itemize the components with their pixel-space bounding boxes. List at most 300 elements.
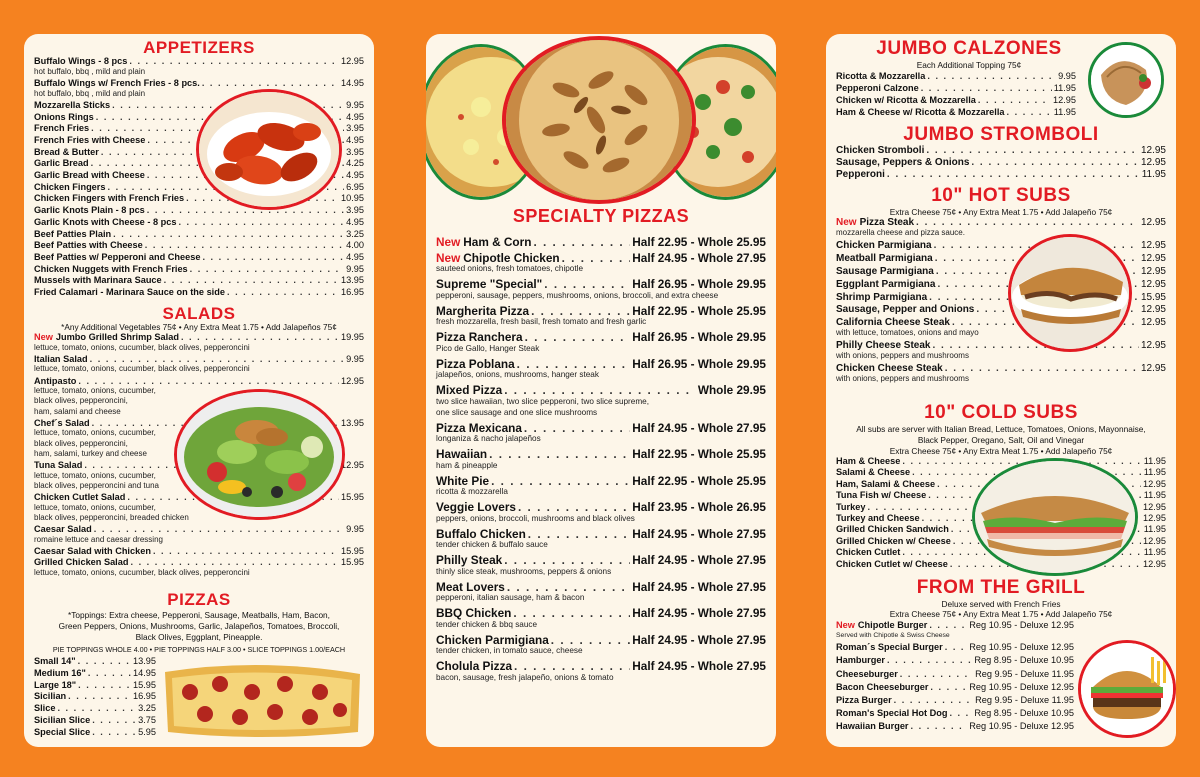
dot-leader [202, 252, 344, 262]
menu-item-name [34, 229, 111, 239]
menu-item-name [836, 340, 931, 351]
menu-item-price: Reg 8.95 - Deluxe 10.95 [974, 655, 1074, 666]
menu-item-name [436, 606, 511, 620]
menu-item-name [34, 418, 90, 428]
menu-item-price: 6.95 [346, 181, 364, 192]
menu-item-name-text: Chicken Cheese Steak [836, 363, 943, 375]
menu-item-name-text: Mixed Pizza [436, 383, 503, 397]
menu-item-name-text: Mussels with Marinara Sauce [34, 275, 162, 286]
grill-note-2: Extra Cheese 75¢ • Any Extra Meat 1.75 • Add Jalapeño 75¢ [889, 609, 1113, 619]
menu-item-description: pepperoni, sausage, peppers, mushrooms, onions, broccoli, and extra cheese [436, 290, 719, 300]
menu-item-name-text: Ricotta & Mozzarella [836, 71, 926, 81]
menu-item [34, 715, 156, 725]
dot-leader [504, 383, 696, 397]
hot-sub-photo [1008, 234, 1132, 352]
menu-item-name-text: Meat Lovers [436, 579, 505, 594]
dot-leader [178, 217, 344, 227]
menu-item-price: Reg 10.95 - Deluxe 12.95 [969, 642, 1074, 653]
menu-item-name-text: Bread & Butter [34, 146, 99, 157]
menu-item-price: 13.95 [133, 656, 156, 666]
menu-item-description: two slice hawaiian, two slice pepperoni, two slice supreme, [436, 396, 649, 406]
menu-item-name-text: BBQ Chicken [436, 606, 512, 620]
menu-item [34, 703, 156, 713]
chicken-pizza-photo [502, 36, 696, 204]
dot-leader [78, 680, 131, 690]
menu-item [34, 668, 156, 678]
menu-item-description: longaniza & nacho jalapeños [436, 434, 541, 443]
menu-item-name [836, 669, 898, 679]
menu-item [436, 357, 766, 371]
dot-leader [129, 56, 339, 66]
menu-item-price: 15.95 [133, 679, 156, 690]
menu-item-price: 12.95 [1140, 217, 1166, 228]
dot-leader [90, 354, 344, 364]
menu-item-price: 3.25 [346, 228, 364, 239]
menu-item-name-text: Special Slice [34, 726, 91, 737]
specialty-pizzas-heading: SPECIALTY PIZZAS [512, 206, 690, 226]
menu-item-name-text: Chicken Fingers [34, 181, 106, 192]
menu-item-price: 10.95 [341, 193, 364, 204]
menu-item-name [436, 357, 515, 371]
menu-item-name [836, 547, 900, 557]
menu-item-name [836, 513, 920, 523]
menu-item-price: 9.95 [346, 263, 364, 274]
menu-item-name [34, 112, 94, 122]
menu-item [34, 275, 364, 285]
pizzas-note-3: Black Olives, Eggplant, Pineapple. [135, 632, 263, 642]
menu-item-name [34, 123, 89, 133]
menu-item [436, 580, 766, 594]
menu-item-name-text: Pizza Poblana [436, 356, 515, 371]
menu-item-price: Reg 9.95 - Deluxe 11.95 [975, 668, 1074, 679]
dot-leader [92, 727, 136, 737]
menu-item-name [436, 277, 542, 291]
dot-leader [971, 157, 1139, 168]
menu-item [436, 304, 766, 318]
menu-item-name-text: Chicken Cutlet [836, 547, 901, 558]
menu-item-price: 11.95 [1143, 456, 1166, 466]
menu-item [436, 474, 766, 488]
cold-sub-photo [972, 458, 1138, 576]
menu-item-price: 4.95 [346, 216, 364, 227]
menu-item-description: tender chicken, in tomato sauce, cheese [436, 646, 583, 655]
menu-item-description: lettuce, tomato, onions, cucumber, [34, 428, 156, 438]
menu-item-description: with onions, peppers and mushrooms [836, 351, 969, 361]
menu-item [436, 383, 766, 397]
dot-leader [945, 642, 968, 652]
menu-item-name-text: Salami & Cheese [836, 467, 911, 478]
menu-item-price: Half 22.95 - Whole 25.95 [632, 303, 766, 318]
menu-item [836, 71, 1076, 81]
menu-item-name [34, 546, 151, 556]
menu-item-name [836, 559, 948, 569]
menu-item-price: Half 24.95 - Whole 27.95 [632, 250, 766, 265]
menu-item-name-text: French Fries [34, 123, 90, 134]
salads-heading: SALADS [162, 304, 236, 323]
cold-subs-note-2: Black Pepper, Oregano, Salt, Oil and Vinegar [917, 435, 1085, 445]
dot-leader [887, 655, 972, 665]
menu-item-price: 4.95 [346, 170, 364, 180]
menu-item-description: Pico de Gallo, Hanger Steak [436, 343, 540, 353]
menu-item-name [836, 721, 909, 731]
menu-item-name [34, 135, 145, 145]
menu-item-description: sauteed onions, fresh tomatoes, chipotle [436, 264, 584, 273]
menu-item-name-text: Chicken Cutlet Salad [34, 492, 126, 502]
menu-item-name-text: Chicken Nuggets with French Fries [34, 263, 188, 274]
menu-item-name-text: Buffalo Chicken [436, 526, 526, 541]
menu-item-description: one slice sausage and one slice mushrooms [436, 407, 598, 417]
menu-item-description: jalapeños, onions, mushrooms, hanger steak [436, 370, 599, 379]
menu-item [34, 546, 364, 556]
menu-item-name-text: White Pie [436, 473, 490, 488]
menu-item-name-text: Sausage Parmigiana [836, 265, 934, 277]
dot-leader [544, 277, 630, 291]
menu-item-name-text: Philly Steak [436, 553, 503, 567]
menu-item-description: lettuce, tomato, onions, cucumber, [34, 386, 156, 396]
dot-leader [949, 708, 972, 718]
menu-item-price: 15.95 [341, 492, 364, 502]
menu-item-name-text: Small 14" [34, 656, 76, 666]
menu-item [836, 83, 1076, 93]
menu-item [436, 527, 766, 541]
menu-item-price: 16.95 [341, 287, 364, 297]
dot-leader [533, 235, 630, 249]
menu-item-price: Half 24.95 - Whole 27.95 [632, 526, 766, 541]
menu-item [436, 500, 766, 514]
menu-item [836, 169, 1166, 180]
menu-item [836, 695, 1074, 705]
menu-item-price: 3.95 [346, 123, 364, 134]
menu-item [836, 340, 1166, 351]
menu-item-price: 12.95 [1140, 145, 1166, 156]
dot-leader [507, 580, 630, 594]
menu-item-description: ricotta & mozzarella [436, 487, 508, 496]
dot-leader [164, 275, 339, 285]
menu-item-name [836, 695, 892, 705]
menu-item-price: Half 23.95 - Whole 26.95 [632, 500, 766, 514]
menu-item-name-text: Garlic Knots with Cheese - 8 pcs [34, 216, 177, 227]
left-menu-panel [24, 34, 374, 747]
menu-item-name [836, 240, 932, 251]
menu-item-price: 12.95 [1143, 478, 1166, 489]
menu-item-name-text: Tuna Fish w/ Cheese [836, 490, 927, 501]
menu-item-price: 19.95 [341, 332, 364, 342]
menu-item-name-text: Pizza Burger [836, 695, 892, 705]
menu-item-price: Whole 29.95 [697, 383, 766, 397]
menu-item-description: black olives, pepperoncini, breaded chicken [34, 512, 189, 522]
dot-leader [68, 691, 131, 701]
menu-item-name-text: Roman's Special Hot Dog [836, 708, 948, 719]
menu-item-price: 12.95 [1140, 157, 1166, 168]
menu-item [34, 252, 364, 262]
menu-item-name-text: Chipotle Chicken [463, 250, 560, 265]
menu-item-price: 15.95 [341, 545, 364, 556]
center-menu-panel [426, 34, 776, 747]
menu-item-name-text: Shrimp Parmigiana [836, 291, 928, 303]
dot-leader [528, 527, 630, 541]
menu-item-name [34, 78, 200, 88]
menu-item-price: 12.95 [1140, 265, 1166, 277]
menu-item [34, 205, 364, 215]
menu-item-description: fresh mozzarella, fresh basil, fresh tomato and fresh garlic [436, 317, 647, 326]
pizzas-note-1: *Toppings: Extra cheese, Pepperoni, Sausage, Meatballs, Ham, Bacon, [68, 610, 330, 620]
menu-item-price: Half 26.95 - Whole 29.95 [632, 356, 766, 371]
menu-item-name [436, 447, 487, 461]
menu-item-price: 9.95 [346, 524, 364, 534]
menu-item-name [34, 557, 128, 567]
dot-leader [1006, 107, 1051, 117]
dot-leader [130, 557, 339, 567]
menu-item [436, 659, 766, 673]
dot-leader [78, 656, 131, 666]
menu-item [34, 680, 156, 690]
menu-item-name-text: Chicken Cutlet w/ Cheese [836, 558, 948, 569]
menu-item-name-text: Sicilian [34, 691, 67, 702]
menu-item-name [436, 553, 502, 567]
menu-item-name [836, 95, 976, 105]
menu-item-name-text: Beef Patties with Cheese [34, 240, 143, 251]
menu-item-name [436, 633, 549, 647]
menu-item-name-text: Garlic Bread with Cheese [34, 170, 145, 180]
hot-subs-note: Extra Cheese 75¢ • Any Extra Meat 1.75 • Add Jalapeño 75¢ [889, 207, 1113, 217]
menu-item-name-text: Hawaiian Burger [836, 721, 909, 732]
menu-item-name-text: Buffalo Wings - 8 pcs [34, 56, 128, 66]
cold-subs-note-1: All subs are server with Italian Bread, Lettuce, Tomatoes, Onions, Mayonnaise, [856, 424, 1146, 434]
calzones-note: Each Additional Topping 75¢ [916, 60, 1022, 70]
dot-leader [518, 500, 630, 514]
menu-item [436, 633, 766, 647]
menu-item-name [436, 527, 526, 541]
menu-item-name [836, 83, 919, 93]
menu-item-price: Reg 8.95 - Deluxe 10.95 [974, 708, 1074, 719]
menu-item-price: Half 24.95 - Whole 27.95 [632, 420, 766, 435]
menu-item-price: 14.95 [133, 667, 156, 678]
menu-item-name-text: Sausage, Pepper and Onions [836, 304, 975, 316]
menu-item-description: tender chicken & buffalo sauce [436, 540, 548, 549]
dot-leader [926, 145, 1139, 156]
menu-item-name [436, 659, 512, 673]
menu-item-name-text: Chicken w/ Ricotta & Mozzarella [836, 95, 976, 105]
menu-item-name-text: Hawaiian [436, 447, 488, 461]
menu-item-description: black olives, pepperoncini and tuna [34, 480, 159, 490]
menu-item-price: 11.95 [1143, 490, 1166, 501]
menu-item-name [836, 157, 969, 168]
menu-item-name [836, 467, 910, 477]
grill-note-1: Deluxe served with French Fries [941, 599, 1061, 609]
dot-leader [57, 703, 136, 713]
menu-item [34, 691, 156, 701]
menu-item-price: 11.95 [1143, 524, 1166, 535]
menu-item [836, 620, 1074, 630]
menu-item-description: lettuce, tomato, onions, cucumber, black olives, pepperoncini [34, 568, 250, 577]
menu-item-name-text: Grilled Chicken Sandwich [836, 524, 949, 535]
menu-item-name-text: Slice [34, 703, 56, 714]
menu-item-name [836, 524, 949, 534]
menu-item-name [34, 287, 225, 297]
pizzas-topping-prices: PIE TOPPINGS WHOLE 4.00 • PIE TOPPINGS HALF 3.00 • SLICE TOPPINGS 1.00/EACH [52, 645, 346, 654]
menu-item-name-text: Bacon Cheeseburger [836, 681, 929, 692]
dot-leader [227, 287, 339, 297]
menu-item-name [836, 490, 926, 500]
menu-item-description: hot buffalo, bbq , mild and plain [34, 66, 146, 76]
menu-item [34, 376, 364, 386]
menu-item-price: 12.95 [1143, 513, 1166, 523]
menu-item-price: 12.95 [1140, 304, 1166, 316]
menu-item [436, 330, 766, 344]
menu-item-description: with onions, peppers and mushrooms [836, 374, 969, 383]
menu-item-name [836, 71, 925, 81]
menu-item-description: Served with Chipotle & Swiss Cheese [836, 632, 950, 640]
menu-item-name-text: Ham, Salami & Cheese [836, 478, 936, 489]
menu-item [836, 145, 1166, 156]
menu-item [436, 553, 766, 567]
dot-leader [978, 95, 1051, 105]
menu-item-name-text: Chicken Stromboli [836, 145, 925, 156]
menu-item-name [836, 642, 943, 652]
menu-item-name [34, 691, 66, 701]
menu-item-name-text: Caesar Salad [34, 524, 92, 534]
new-badge: New [436, 235, 461, 249]
menu-item [836, 240, 1166, 251]
menu-item-name [836, 502, 865, 512]
menu-item-name-text: Grilled Chicken Salad [34, 557, 129, 568]
menu-item-description: mozzarella cheese and pizza sauce. [836, 227, 965, 237]
menu-item-name [34, 275, 162, 285]
menu-item-price: 14.95 [341, 77, 364, 88]
dot-leader [929, 620, 967, 630]
menu-item-name [34, 193, 184, 203]
menu-item-name [436, 474, 489, 488]
menu-item-name-text: Pizza Steak [859, 217, 915, 228]
menu-item-name-text: Chicken Parmigiana [436, 632, 549, 647]
menu-item [34, 56, 364, 66]
menu-item-description: hot buffalo, bbq , mild and plain [34, 88, 146, 98]
cold-subs-heading: 10" COLD SUBS [924, 402, 1078, 423]
menu-item-price: Half 22.95 - Whole 25.95 [632, 473, 766, 488]
buffalo-wings-photo [196, 89, 342, 210]
menu-item-name [34, 680, 76, 690]
menu-item-description: romaine lettuce and caesar dressing [34, 534, 163, 544]
dot-leader [489, 447, 630, 461]
menu-item-name [436, 421, 522, 435]
menu-item-name-text: Buffalo Wings w/ French Fries - 8 pcs. [34, 77, 200, 88]
menu-item-name [34, 240, 143, 250]
menu-item-price: 12.95 [341, 460, 364, 470]
dot-leader [92, 715, 136, 725]
menu-item-name [34, 354, 88, 364]
menu-item-name-text: Chef´s Salad [34, 417, 90, 428]
menu-item-name [34, 656, 76, 666]
dot-leader [900, 669, 973, 679]
menu-item [34, 727, 156, 737]
menu-item-price: 3.25 [138, 703, 156, 714]
dot-leader [930, 682, 967, 692]
menu-item-price: Half 22.95 - Whole 25.95 [632, 235, 766, 249]
menu-item-price: Half 22.95 - Whole 25.95 [632, 447, 766, 461]
menu-item [836, 642, 1074, 652]
dot-leader [562, 251, 631, 265]
appetizers-heading: APPETIZERS [143, 38, 255, 57]
menu-item-price: 9.95 [346, 353, 364, 364]
menu-item-name [836, 363, 943, 374]
menu-item-price: 9.95 [346, 99, 364, 110]
menu-item-price: Half 24.95 - Whole 27.95 [632, 579, 766, 594]
menu-item-name-text: Ham & Cheese [836, 456, 901, 466]
menu-item-name-text: Garlic Bread [34, 158, 89, 169]
menu-item-price: 15.95 [1140, 291, 1166, 303]
menu-item-price: 11.95 [1143, 467, 1166, 478]
menu-item-price: Half 24.95 - Whole 27.95 [632, 553, 766, 567]
menu-item-name-text: Margherita Pizza [436, 303, 530, 318]
dot-leader [887, 169, 1140, 180]
menu-item-price: 12.95 [1143, 501, 1166, 512]
calzone-photo [1088, 42, 1164, 118]
menu-item-price: 4.95 [346, 111, 364, 122]
dot-leader [517, 357, 631, 371]
menu-item-name-text: Mozzarella Sticks [34, 99, 111, 110]
jumbo-calzones-heading: JUMBO CALZONES [876, 38, 1062, 59]
menu-item-name-text: Veggie Lovers [436, 500, 516, 514]
menu-item-name [34, 703, 55, 713]
menu-item-name-text: Ham & Corn [463, 235, 532, 249]
dot-leader [190, 264, 344, 274]
menu-item-name-text: Sicilian Slice [34, 715, 91, 725]
menu-item-name-text: Cholula Pizza [436, 659, 513, 673]
menu-item-name [34, 715, 90, 725]
menu-item [436, 277, 766, 291]
menu-item-price: 4.25 [346, 158, 364, 169]
menu-item-name [836, 682, 928, 692]
menu-item-name-text: Fried Calamari - Marinara Sauce on the side [34, 287, 225, 297]
menu-item-name-text: Beef Patties Plain [34, 228, 112, 239]
menu-item-price: 3.75 [138, 715, 156, 725]
menu-item-price: 12.95 [341, 375, 364, 386]
dot-leader [916, 217, 1139, 228]
menu-item-name [34, 524, 92, 534]
dot-leader [531, 304, 630, 318]
menu-item [836, 655, 1074, 665]
menu-item-price: 4.95 [346, 251, 364, 262]
hot-subs-heading: 10" HOT SUBS [931, 185, 1071, 206]
menu-item-description: bacon, sausage, fresh jalapeño, onions & tomato [436, 672, 614, 682]
menu-item-name [836, 292, 927, 303]
menu-item [836, 363, 1166, 374]
salad-photo [174, 389, 345, 520]
menu-item-name-text: Garlic Knots Plain - 8 pcs [34, 205, 145, 216]
dot-leader [945, 363, 1139, 374]
menu-item [34, 217, 364, 227]
menu-item [34, 240, 364, 250]
dot-leader [514, 659, 630, 673]
menu-item-price: 4.00 [346, 240, 364, 251]
menu-item-name [436, 383, 502, 397]
menu-item-name [436, 235, 531, 249]
menu-item-price: Half 24.95 - Whole 27.95 [632, 632, 766, 647]
menu-item-price: 12.95 [1140, 278, 1166, 290]
menu-item [836, 721, 1074, 731]
menu-item-price: 12.95 [1143, 558, 1166, 569]
dot-leader [113, 229, 344, 239]
menu-item-name [836, 536, 951, 546]
menu-item-price: 16.95 [133, 691, 156, 702]
menu-item [436, 421, 766, 435]
cold-subs-note-3: Extra Cheese 75¢ • Any Extra Meat 1.75 • Add Jalapeño 75¢ [889, 446, 1113, 456]
menu-item-price: Half 26.95 - Whole 29.95 [632, 277, 766, 291]
dot-leader [94, 524, 344, 534]
menu-item-price: 12.95 [1140, 239, 1166, 251]
menu-item [836, 107, 1076, 117]
menu-item-name [436, 251, 560, 265]
